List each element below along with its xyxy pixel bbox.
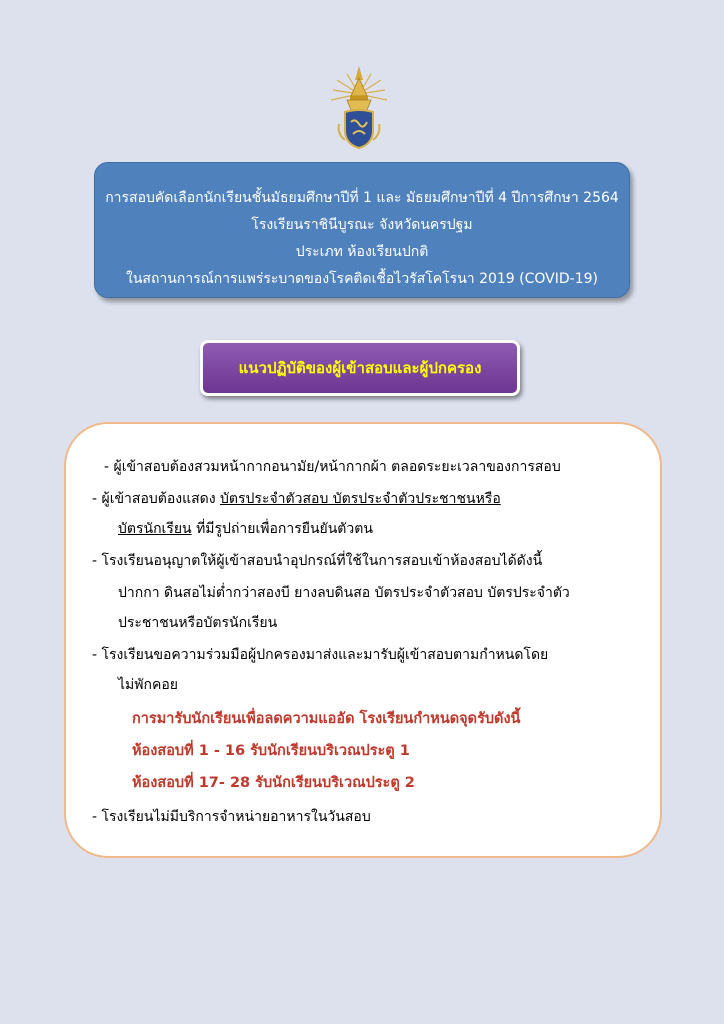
guideline-equipment-line3: ประชาชนหรือบัตรนักเรียน — [118, 615, 278, 631]
guideline-id-line1 — [92, 484, 501, 514]
guideline-parents-line1: - โรงเรียนขอความร่วมมือผู้ปกครองมาส่งและมารับผู้เข้าสอบตามกำหนดโดย — [92, 647, 549, 663]
school-crest-icon — [327, 64, 391, 152]
guideline-no-food: - โรงเรียนไม่มีบริการจำหน่ายอาหารในวันสอบ — [92, 809, 371, 825]
guideline-id-prefix: - ผู้เข้าสอบต้องแสดง — [92, 491, 221, 507]
guideline-mask: - ผู้เข้าสอบต้องสวมหน้ากากอนามัย/หน้ากากผ้า ตลอดระยะเวลาของการสอบ — [104, 459, 561, 475]
guideline-equipment-line1: - โรงเรียนอนุญาตให้ผู้เข้าสอบนำอุปกรณ์ที่ใช้ในการสอบเข้าห้องสอบได้ดังนี้ — [92, 553, 543, 569]
guideline-id-line2 — [118, 514, 373, 544]
header-type-line: ประเภท ห้องเรียนปกติ — [295, 244, 429, 260]
header-school-line: โรงเรียนราชินีบูรณะ จังหวัดนครปฐม — [251, 217, 473, 233]
guideline-student-card: บัตรนักเรียน — [118, 521, 192, 537]
guidelines-title-badge — [200, 340, 520, 396]
exam-header-banner — [94, 162, 630, 298]
header-title-line1: การสอบคัดเลือกนักเรียนชั้นมัธยมศึกษาปีที่ 1 และ มัธยมศึกษาปีที่ 4 ปีการศึกษา 2564 — [105, 190, 619, 206]
guidelines-panel — [64, 422, 662, 858]
guideline-equipment-line2: ปากกา ดินสอไม่ต่ำกว่าสองบี ยางลบดินสอ บัตรประจำตัวสอบ บัตรประจำตัว — [118, 585, 570, 601]
pickup-gate-2: ห้องสอบที่ 17- 28 รับนักเรียนบริเวณประตู 2 — [132, 775, 415, 791]
pickup-gate-1: ห้องสอบที่ 1 - 16 รับนักเรียนบริเวณประตู 1 — [132, 743, 410, 759]
pickup-title: การมารับนักเรียนเพื่อลดความแออัด โรงเรียนกำหนดจุดรับดังนี้ — [132, 711, 521, 727]
header-covid-line: ในสถานการณ์การแพร่ระบาดของโรคติดเชื้อไวรัสโคโรนา 2019 (COVID-19) — [126, 271, 598, 287]
guideline-parents-line2: ไม่พักคอย — [118, 677, 178, 693]
guideline-id-suffix: ที่มีรูปถ่ายเพื่อการยืนยันตัวตน — [191, 521, 373, 537]
guidelines-title: แนวปฏิบัติของผู้เข้าสอบและผู้ปกครอง — [238, 359, 482, 377]
guideline-id-cards: บัตรประจำตัวสอบ บัตรประจำตัวประชาชนหรือ — [220, 491, 501, 507]
